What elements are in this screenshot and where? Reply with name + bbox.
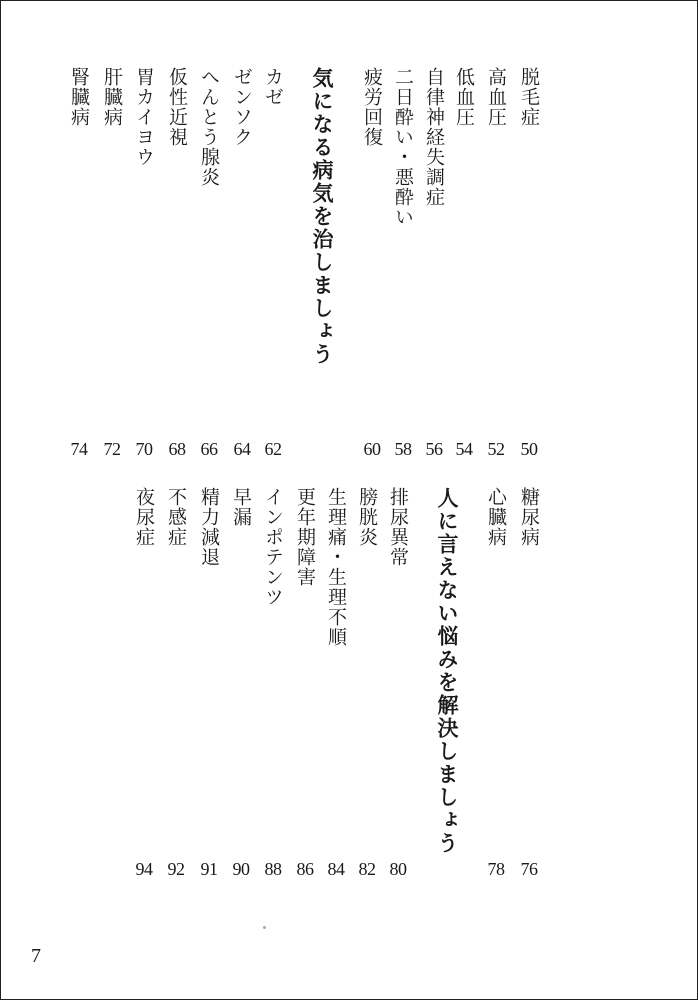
section-heading-text: 人に言えない悩みを解決しましょう (435, 487, 460, 855)
page-number: 7 (31, 945, 41, 967)
entry-title: インポテンツ (262, 487, 284, 607)
entry-page-number: 60 (363, 439, 381, 459)
entry-title: 夜尿症 (133, 487, 155, 547)
section-heading-text: 気になる病気を治しましょう (310, 67, 335, 366)
entry-title: 精力減退 (198, 487, 220, 567)
entry-page-number: 50 (520, 439, 538, 459)
entry-title: 糖尿病 (518, 487, 540, 547)
entry-page-number: 72 (103, 439, 121, 459)
toc-top-block (1, 67, 698, 467)
entry-title: へんとう腺炎 (198, 67, 220, 187)
entry-page-number: 76 (520, 859, 538, 879)
entry-title: 生理痛・生理不順 (325, 487, 347, 647)
entry-title: 腎臓病 (68, 67, 90, 127)
entry-title: 膀胱炎 (356, 487, 378, 547)
entry-title: 疲労回復 (361, 67, 383, 147)
entry-title: 低血圧 (453, 67, 475, 127)
entry-page-number: 70 (135, 439, 153, 459)
entry-page-number: 66 (200, 439, 218, 459)
entry-title: 肝臓病 (101, 67, 123, 127)
entry-title: 仮性近視 (166, 67, 188, 147)
entry-page-number: 88 (264, 859, 282, 879)
entry-page-number: 62 (264, 439, 282, 459)
entry-title: 更年期障害 (294, 487, 316, 587)
scan-speck (263, 926, 266, 929)
entry-title: 排尿異常 (387, 487, 409, 567)
entry-title: 自律神経失調症 (423, 67, 445, 207)
entry-title: 脱毛症 (518, 67, 540, 127)
entry-page-number: 78 (487, 859, 505, 879)
entry-title: 二日酔い・悪酔い (392, 67, 414, 227)
entry-page-number: 80 (389, 859, 407, 879)
entry-title: ゼンソク (231, 67, 253, 147)
entry-page-number: 52 (487, 439, 505, 459)
entry-page-number: 64 (233, 439, 251, 459)
entry-title: カゼ (262, 67, 284, 107)
entry-page-number: 82 (358, 859, 376, 879)
entry-page-number: 74 (70, 439, 88, 459)
entry-page-number: 68 (168, 439, 186, 459)
entry-page-number: 58 (394, 439, 412, 459)
entry-page-number: 54 (455, 439, 473, 459)
entry-page-number: 94 (135, 859, 153, 879)
entry-page-number: 91 (200, 859, 218, 879)
entry-page-number: 92 (167, 859, 185, 879)
entry-title: 早漏 (230, 487, 252, 527)
entry-title: 胃カイヨウ (133, 67, 155, 167)
entry-title: 不感症 (165, 487, 187, 547)
entry-title: 高血圧 (485, 67, 507, 127)
entry-page-number: 84 (327, 859, 345, 879)
entry-page-number: 56 (425, 439, 443, 459)
entry-page-number: 90 (232, 859, 250, 879)
entry-title: 心臓病 (485, 487, 507, 547)
entry-page-number: 86 (296, 859, 314, 879)
toc-bottom-block (1, 487, 698, 887)
